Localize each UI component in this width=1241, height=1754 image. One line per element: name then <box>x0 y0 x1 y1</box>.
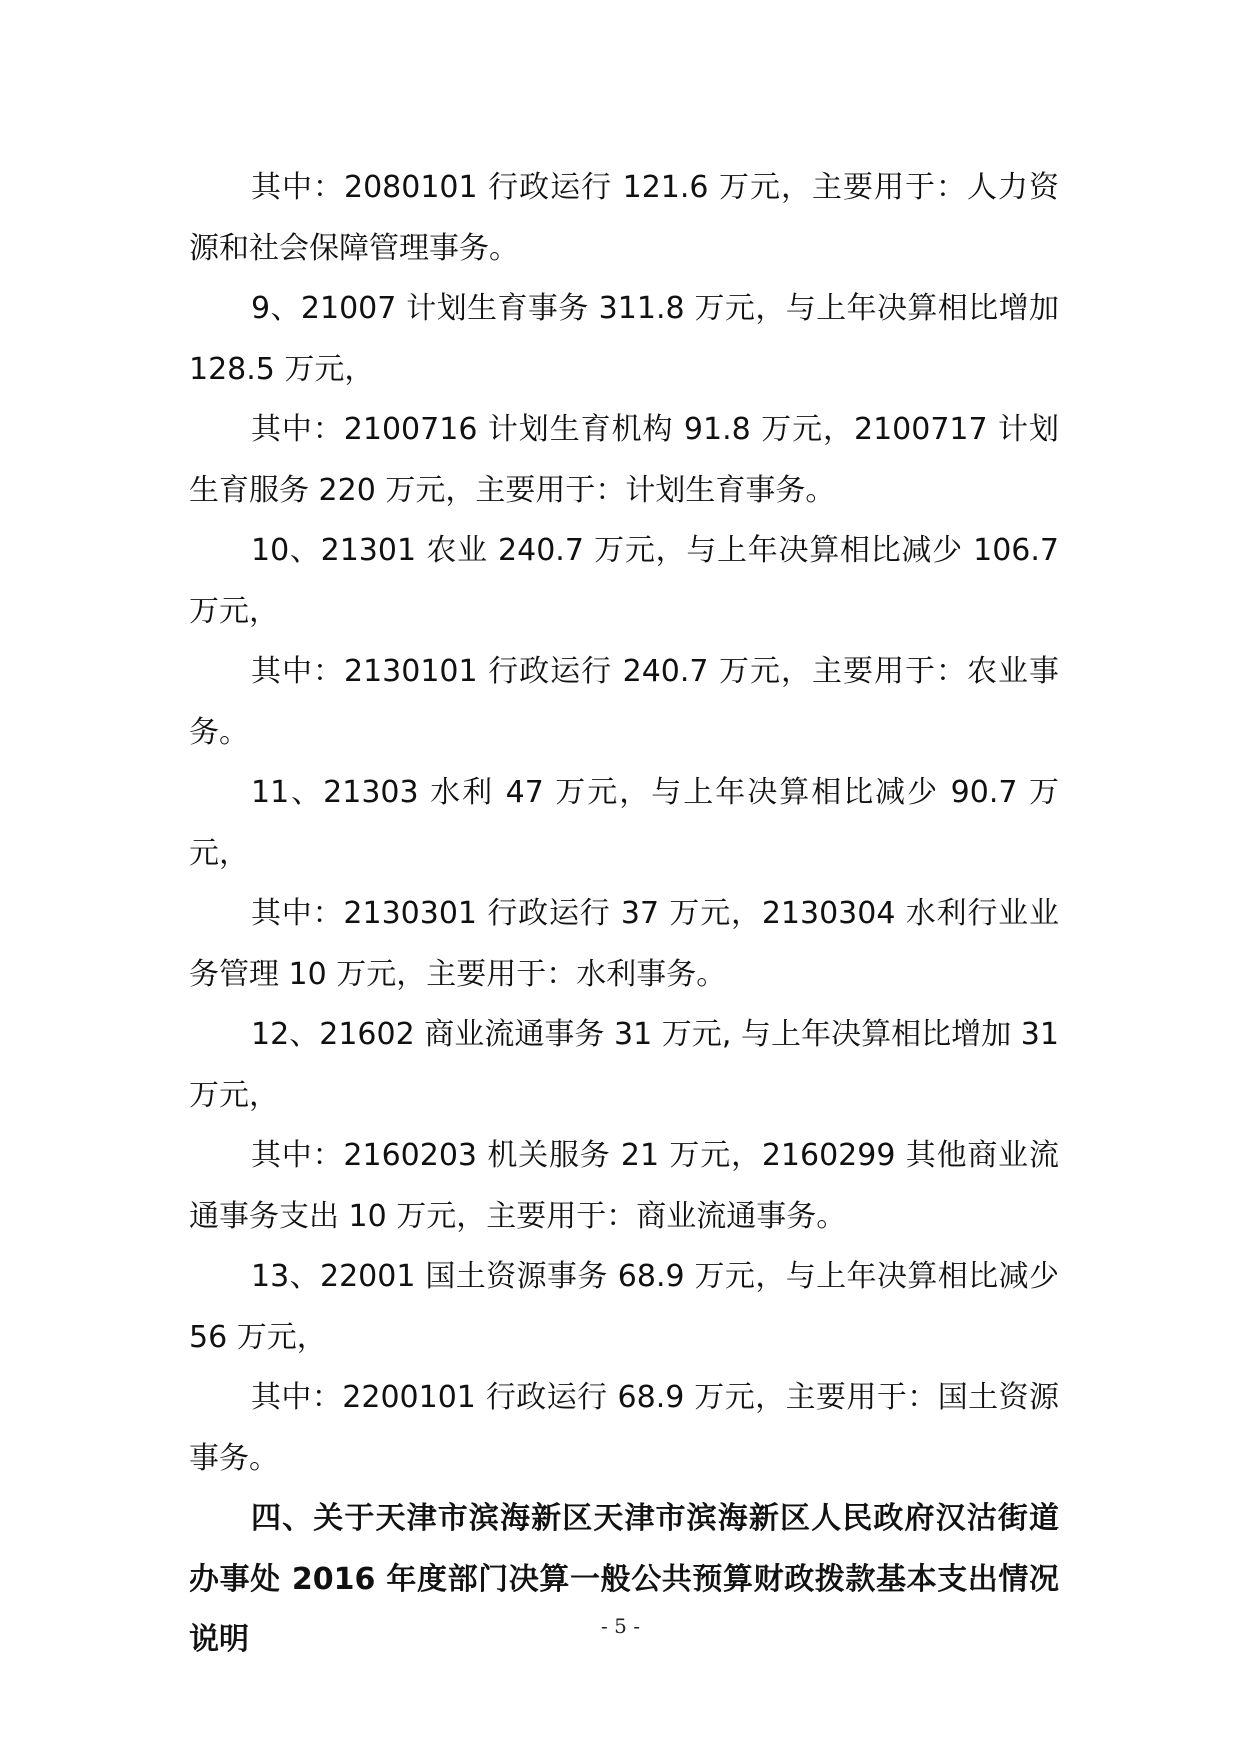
paragraph-3: 其中：2100716 计划生育机构 91.8 万元，2100717 计划生育服务 220 万元，主要用于：计划生育事务。 <box>189 412 1059 508</box>
paragraph-4: 10、21301 农业 240.7 万元，与上年决算相比减少 106.7 万元， <box>189 533 1059 629</box>
paragraph-2: 9、21007 计划生育事务 311.8 万元，与上年决算相比增加 128.5 万元， <box>189 291 1059 387</box>
paragraph-5: 其中：2130101 行政运行 240.7 万元，主要用于：农业事务。 <box>189 654 1059 750</box>
paragraph-6: 11、21303 水利 47 万元，与上年决算相比减少 90.7 万元， <box>189 775 1059 871</box>
section-heading: 四、关于天津市滨海新区天津市滨海新区人民政府汉沽街道办事处 2016 年度部门决算一般公共预算财政拨款基本支出情况说明 <box>189 1501 1059 1657</box>
page-number: - 5 - <box>601 1614 640 1638</box>
paragraph-10: 13、22001 国土资源事务 68.9 万元，与上年决算相比减少 56 万元， <box>189 1259 1059 1355</box>
paragraph-9: 其中：2160203 机关服务 21 万元，2160299 其他商业流通事务支出 10 万元，主要用于：商业流通事务。 <box>189 1138 1059 1234</box>
paragraph-8: 12、21602 商业流通事务 31 万元, 与上年决算相比增加 31 万元， <box>189 1017 1059 1113</box>
paragraph-7: 其中：2130301 行政运行 37 万元，2130304 水利行业业务管理 10 万元，主要用于：水利事务。 <box>189 896 1059 992</box>
paragraph-1: 其中：2080101 行政运行 121.6 万元，主要用于：人力资源和社会保障管理事务。 <box>189 170 1059 266</box>
document-body <box>189 158 1059 1671</box>
paragraph-11: 其中：2200101 行政运行 68.9 万元，主要用于：国土资源事务。 <box>189 1380 1059 1476</box>
